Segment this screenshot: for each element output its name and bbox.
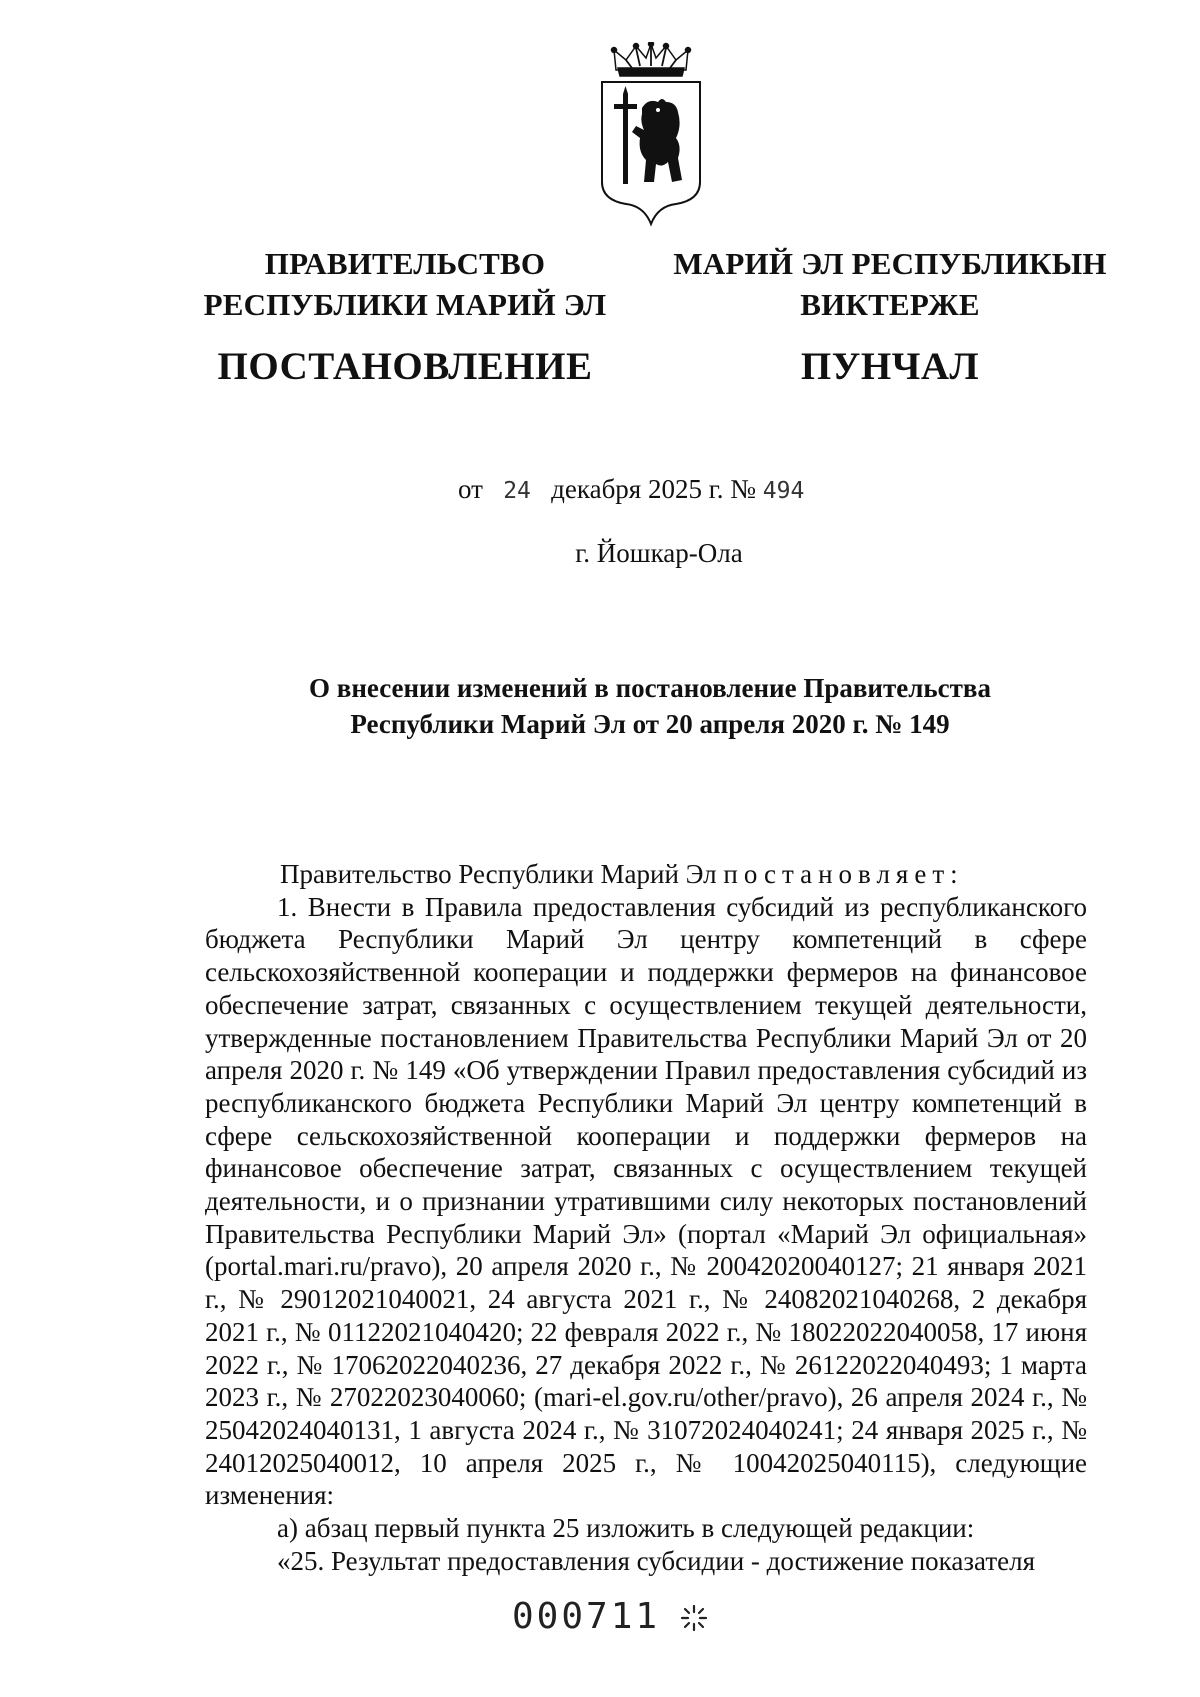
intro-spaced-word: постановляет:: [723, 859, 964, 889]
title-line2: Республики Марий Эл от 20 апреля 2020 г. № 149: [350, 709, 950, 739]
org-name-line1: ПРАВИТЕЛЬСТВО: [264, 246, 546, 281]
paragraph-2: а) абзац первый пункта 25 изложить в следующей редакции:: [277, 1513, 975, 1544]
header-right: [660, 243, 1120, 391]
paragraph-3: «25. Результат предоставления субсидии - достижение показателя: [277, 1545, 1036, 1576]
date-prefix: от: [458, 474, 483, 504]
title-line1: О внесении изменений в постановление Правительства: [309, 673, 991, 703]
org-name-mari-line1: МАРИЙ ЭЛ РЕСПУБЛИКЫН: [673, 246, 1107, 281]
org-name-line2: РЕСПУБЛИКИ МАРИЙ ЭЛ: [203, 287, 607, 322]
document-number: 494: [762, 478, 805, 504]
document-body: [205, 858, 1087, 1577]
date-month-year: декабря 2025 г. №: [551, 474, 757, 504]
header-left: [190, 243, 620, 391]
coat-of-arms-icon: [596, 42, 706, 228]
paragraph-1: 1. Внести в Правила предоставления субсидий из республиканского бюджета Республики Марий Эл центру компетенций в сфере сельскохозяйственной кооперации и поддержки фермеров на финансовое обеспечение затрат, связанных с осуществлением текущей деятельности, утвержденные постановлением Правительства Республики Марий Эл от 20 апреля 2020 г. № 149 «Об утверждении Правил предоставления субсидий из республиканского бюджета Республики Марий Эл центру компетенций в сфере сельскохозяйственной кооперации и поддержки фермеров на финансовое обеспечение затрат, связанных с осуществлением текущей деятельности, и о признании утратившими силу некоторых постановлений Правительства Республики Марий Эл» (портал «Марий Эл официальная» (portal.mari.ru/pravo), 20 апреля 2020 г., № 20042020040127; 21 января 2021 г., № 29012021040021, 24 августа 2021 г., № 24082021040268, 2 декабря 2021 г., № 01122021040420; 22 февраля 2022 г., № 18022022040058, 17 июня 2022 г., № 17062022040236, 27 декабря 2022 г., № 26122022040493; 1 марта 2023 г., № 27022023040060; (mari-el.gov.ru/other/pravo), 26 апреля 2024 г., № 25042024040131, 1 августа 2024 г., № 31072024040241; 24 января 2025 г., № 24012025040012, 10 апреля 2025 г., № 10042025040115), следующие изменения:: [205, 891, 1087, 1511]
intro-paragraph: [205, 858, 1087, 891]
document-title: [200, 670, 1100, 742]
date-day: 24: [503, 478, 531, 504]
org-name-mari-line2: ВИКТЕРЖЕ: [800, 287, 980, 322]
city-name: г. Йошкар-Ола: [575, 538, 743, 568]
document-type: ПОСТАНОВЛЕНИЕ: [217, 345, 593, 388]
blank-serial-number: 000711: [512, 1596, 661, 1637]
document-date-line: [458, 474, 804, 505]
printer-mark-icon: [680, 1604, 708, 1632]
intro-text: Правительство Республики Марий Эл: [280, 859, 724, 889]
document-type-mari: ПУНЧАЛ: [800, 345, 980, 388]
